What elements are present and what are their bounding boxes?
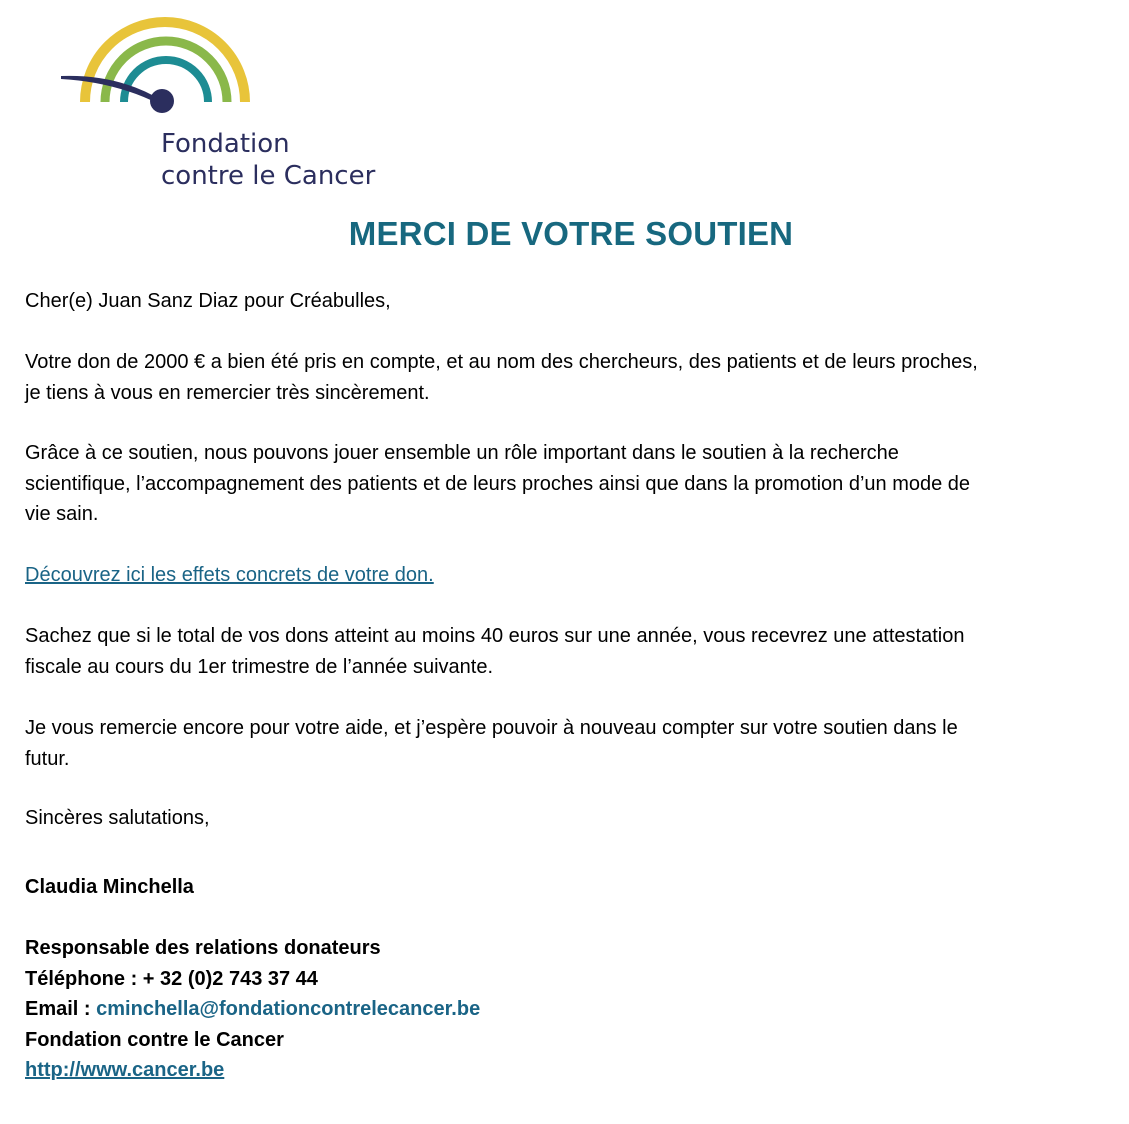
closing-text: Sincères salutations, — [25, 807, 210, 829]
effects-link-paragraph — [25, 560, 1120, 591]
logo — [58, 12, 398, 192]
logo-line-2: contre le Cancer — [161, 161, 376, 191]
paragraph-4-line-1: Je vous remercie encore pour votre aide, et j’espère pouvoir à nouveau compter sur votre soutien dans le — [25, 717, 958, 739]
letter-body — [25, 286, 1120, 317]
paragraph-2-line-1: Grâce à ce soutien, nous pouvons jouer ensemble un rôle important dans le soutien à la recherche — [25, 442, 899, 464]
signature-org: Fondation contre le Cancer — [25, 1028, 284, 1051]
paragraph-2 — [25, 438, 1120, 530]
paragraph-2-line-2: scientifique, l’accompagnement des patients et de leurs proches ainsi que dans la promotion d’un mode de — [25, 472, 971, 495]
paragraph-1-line-2: je tiens à vous en remercier très sincèrement. — [25, 381, 430, 404]
page-title: MERCI DE VOTRE SOUTIEN — [348, 215, 794, 252]
effects-link[interactable]: Découvrez ici les effets concrets de votre don. — [25, 564, 434, 586]
logo-text — [161, 128, 375, 192]
paragraph-3-line-2: fiscale au cours du 1er trimestre de l’année suivante. — [25, 655, 494, 678]
paragraph-3-line-1: Sachez que si le total de vos dons atteint au moins 40 euros sur une année, vous recevrez une attestation — [25, 625, 965, 647]
paragraph-4 — [25, 713, 1120, 774]
greeting: Cher(e) Juan Sanz Diaz pour Créabulles, — [25, 290, 391, 312]
rainbow-logo-icon — [58, 12, 258, 122]
logo-line-1: Fondation — [161, 129, 290, 159]
signature-email-label: Email : — [25, 998, 97, 1020]
paragraph-1-line-1: Votre don de 2000 € a bien été pris en compte, et au nom des chercheurs, des patients et de leurs proches, — [25, 351, 978, 373]
paragraph-1 — [25, 347, 1120, 408]
closing — [25, 803, 1120, 834]
signature-phone: Téléphone : + 32 (0)2 743 37 44 — [25, 967, 318, 990]
paragraph-4-line-2: futur. — [25, 747, 70, 770]
signature-block — [25, 933, 1120, 1086]
signature-email-link[interactable]: cminchella@fondationcontrelecancer.be — [96, 998, 481, 1020]
website-link[interactable]: http://www.cancer.be — [25, 1059, 225, 1081]
signature-name: Claudia Minchella — [25, 876, 194, 898]
signature-name-block — [25, 872, 1120, 903]
signature-email-row — [25, 994, 1120, 1025]
paragraph-3 — [25, 621, 1120, 682]
signature-role: Responsable des relations donateurs — [25, 937, 381, 959]
paragraph-2-line-3: vie sain. — [25, 503, 99, 525]
